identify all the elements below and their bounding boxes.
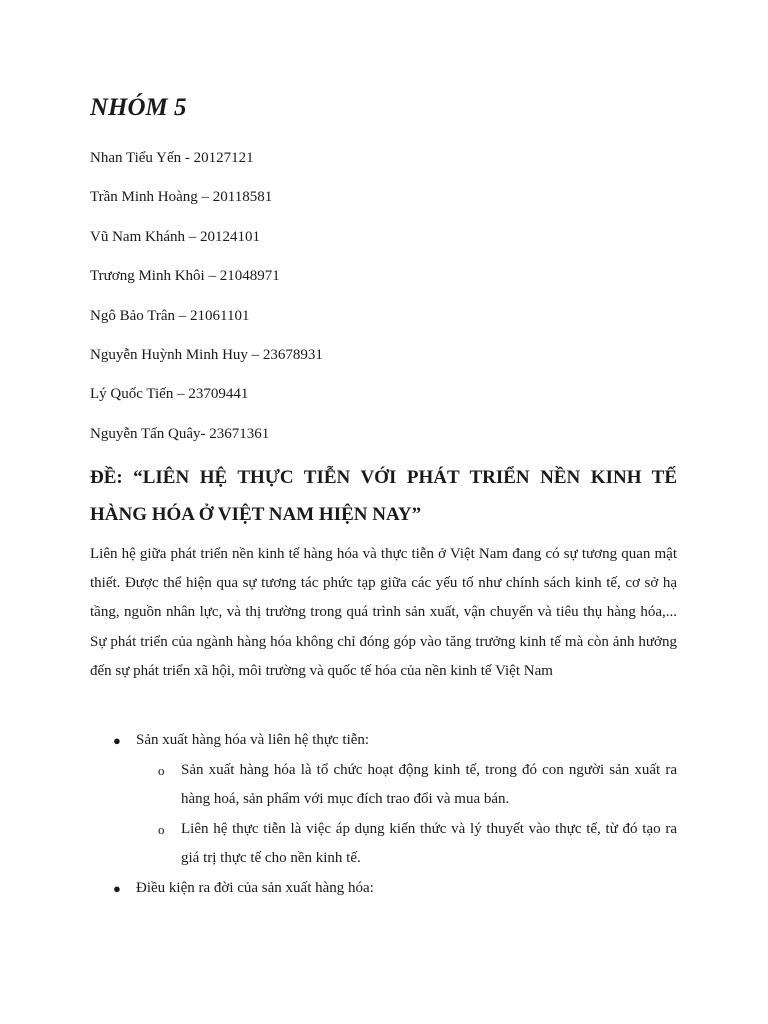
sub-bullet-text: Sản xuất hàng hóa là tổ chức hoạt động kinh tế, trong đó con người sản xuất ra hàng hoá, sản phẩm với mục đích trao đổi và mua bán. [181,762,677,808]
sub-bullet-text: Liên hệ thực tiễn là việc áp dụng kiến thức và lý thuyết vào thực tế, từ đó tạo ra giá trị thực tế cho nền kinh tế. [181,821,677,867]
intro-paragraph: Liên hệ giữa phát triển nền kinh tế hàng hóa và thực tiễn ở Việt Nam đang có sự tương quan mật thiết. Được thể hiện qua sự tương tác phức tạp giữa các yếu tố như chính sách kinh tế, cơ sở hạ tầng, nguồn nhân lực, và thị trường trong quá trình sản xuất, vận chuyển và tiêu thụ hàng hóa,... Sự phát triển của ngành hàng hóa không chỉ đóng góp vào tăng trưởng kinh tế mà còn ảnh hưởng đến sự phát triển xã hội, môi trường và quốc tế hóa của nền kinh tế Việt Nam [90,546,677,679]
member-item: Ngô Bảo Trân – 21061101 [90,307,250,324]
bullet-dot-icon: ● [113,733,121,748]
member-item: Nguyễn Tấn Quây- 23671361 [90,425,270,442]
member-item: Lý Quốc Tiến – 23709441 [90,386,249,403]
member-item: Trương Minh Khôi – 21048971 [90,268,280,285]
circle-bullet-icon: o [158,763,165,778]
member-item: Vũ Nam Khánh – 20124101 [90,228,260,245]
bullet-text: Sản xuất hàng hóa và liên hệ thực tiễn: [136,732,370,748]
group-title: NHÓM 5 [90,94,187,121]
topic-heading: ĐỀ: “LIÊN HỆ THỰC TIỄN VỚI PHÁT TRIỂN NỀN KINH TẾ HÀNG HÓA Ở VIỆT NAM HIỆN NAY” [90,467,677,525]
circle-bullet-icon: o [158,822,165,837]
member-list [90,146,323,461]
member-item: Trần Minh Hoàng – 20118581 [90,189,273,206]
bullet-dot-icon: ● [113,881,121,896]
member-item: Nhan Tiểu Yến - 20127121 [90,150,254,166]
bullet-text: Điều kiện ra đời của sản xuất hàng hóa: [136,880,374,896]
member-item: Nguyễn Huỳnh Minh Huy – 23678931 [90,346,323,363]
